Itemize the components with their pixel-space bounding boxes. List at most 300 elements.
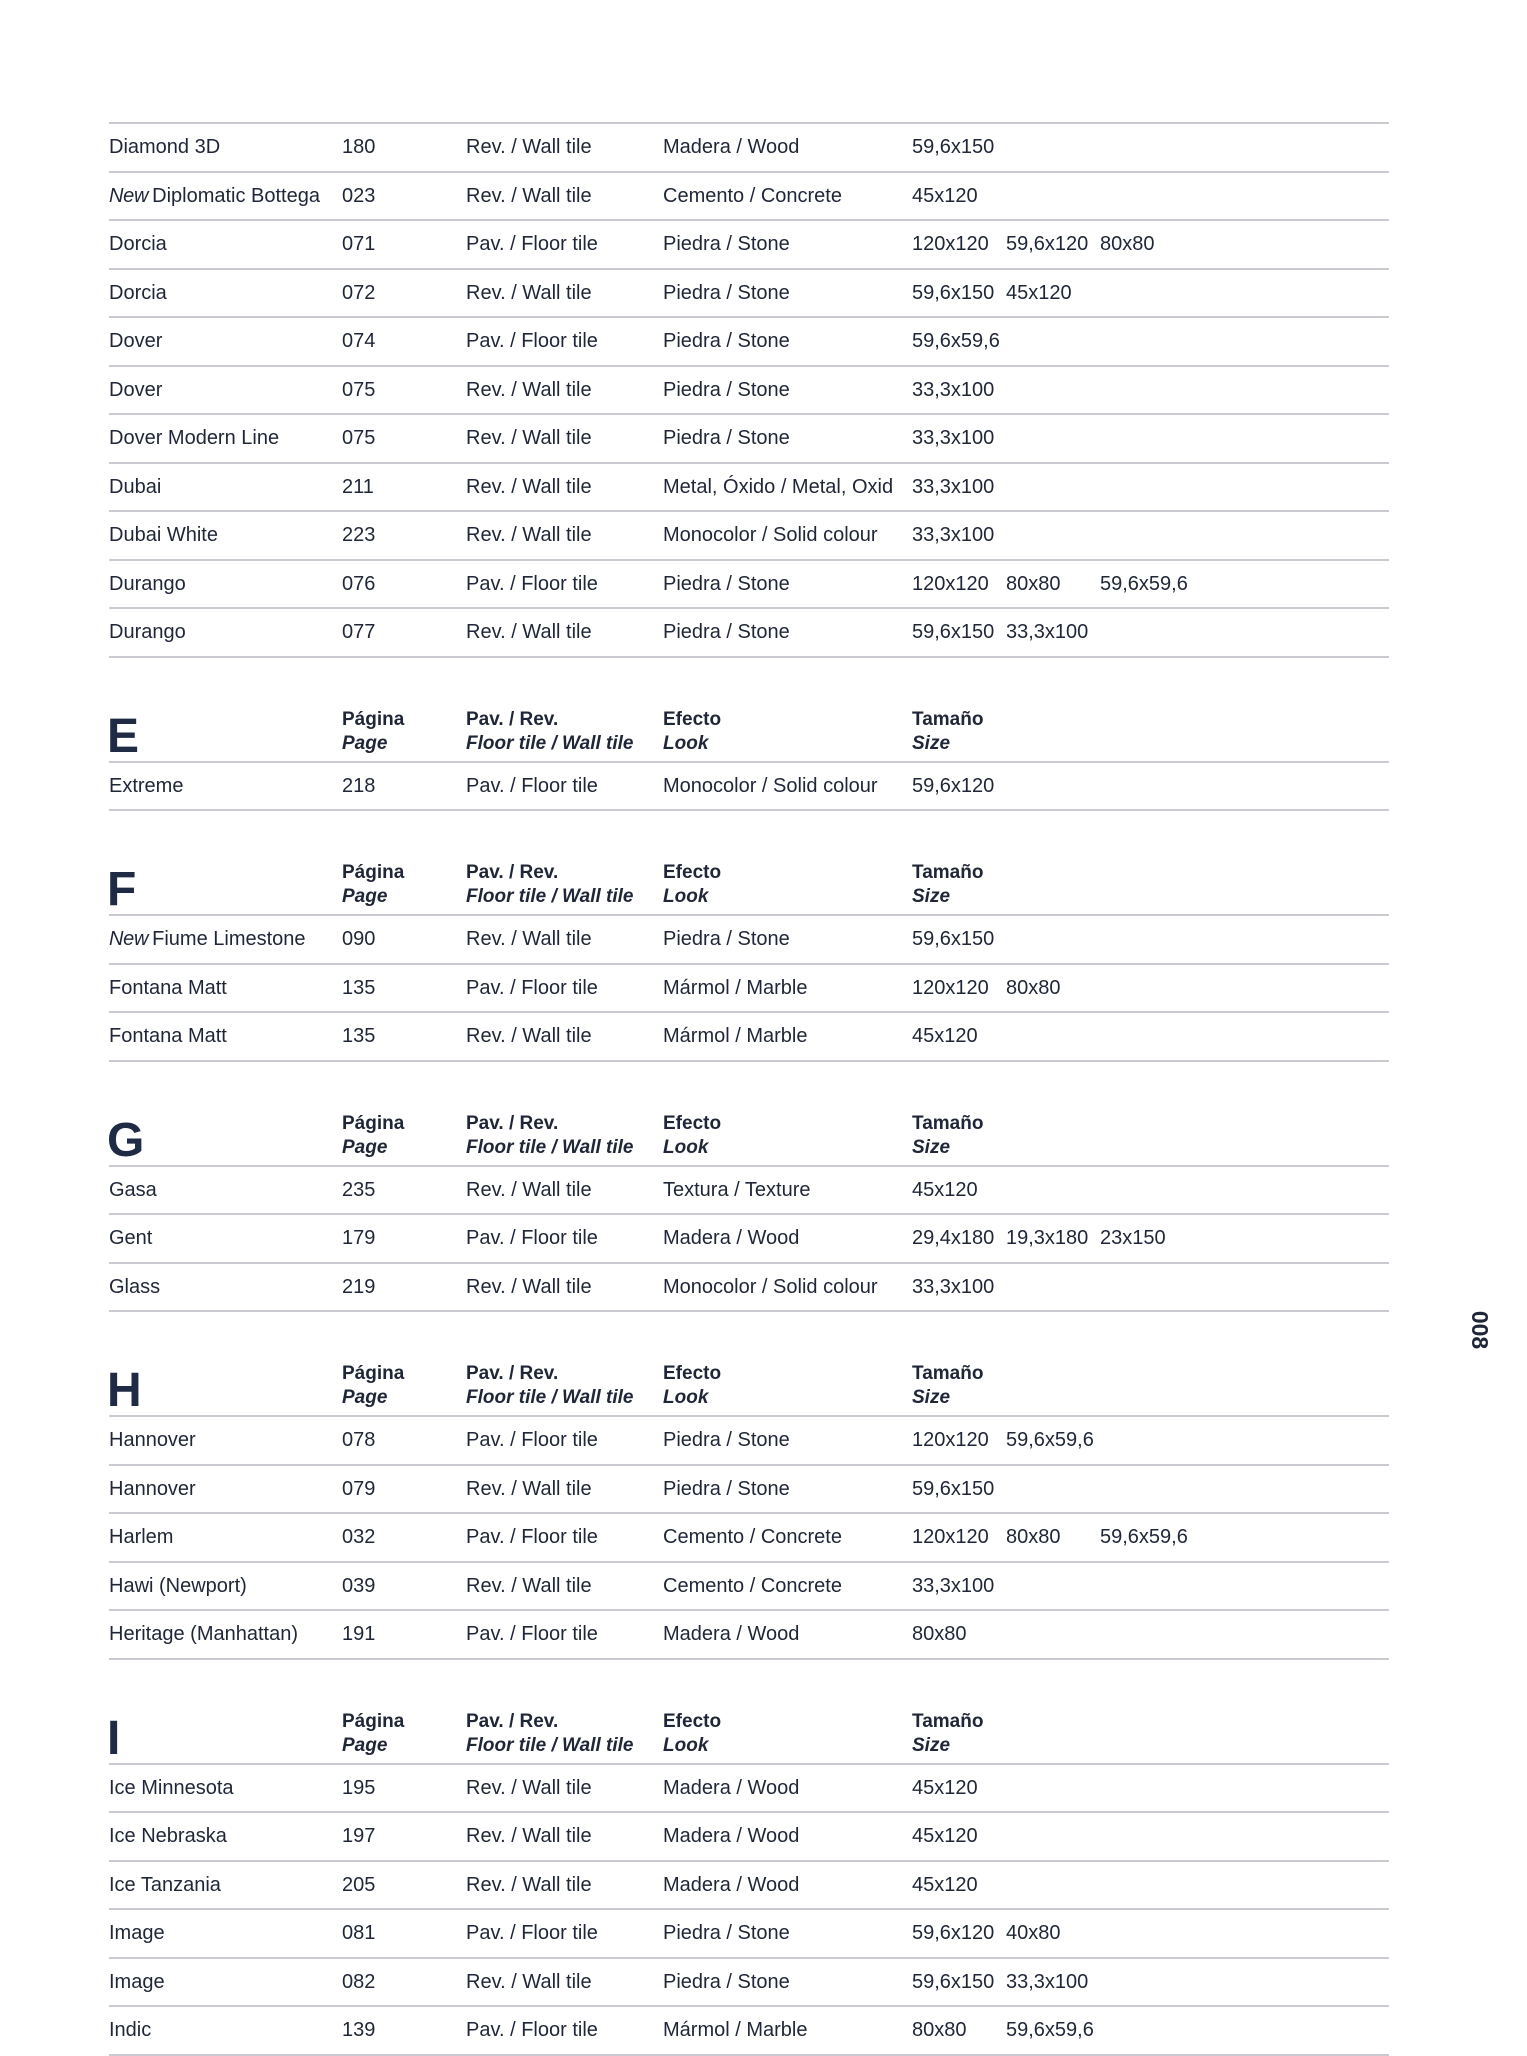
tile-sizes [912,1514,1382,1561]
product-name [109,415,337,462]
header-type-en: Floor tile / Wall tile [466,1734,634,1756]
tile-type: Rev. / Wall tile [466,621,592,643]
tile-look: Cemento / Concrete [663,184,842,207]
header-look [663,1362,721,1410]
tile-type: Pav. / Floor tile [466,1623,598,1645]
table-row [109,415,1389,464]
tile-type: Rev. / Wall tile [466,378,592,401]
page-ref: 191 [342,1623,376,1645]
product-name-text: Hannover [109,1477,196,1500]
product-name-text: Gent [109,1227,153,1249]
tile-look: Madera / Wood [663,1623,800,1645]
tile-look: Piedra / Stone [663,378,790,401]
tile-look: Mármol / Marble [663,2019,808,2041]
tile-sizes [912,1765,1382,1812]
new-badge: New [109,184,149,207]
product-name [109,1167,337,1214]
tile-look: Madera / Wood [663,1776,800,1799]
size-value: 59,6x150 [912,1970,995,1993]
header-look-es: Efecto [663,862,722,883]
product-name [109,221,337,268]
tile-look: Piedra / Stone [663,1970,790,1993]
tile-type: Pav. / Floor tile [466,976,598,999]
tile-look: Piedra / Stone [663,281,790,304]
header-look-es: Efecto [663,1112,722,1134]
table-row [109,1563,1389,1612]
tile-type: Pav. / Floor tile [466,1227,598,1249]
product-name-text: Dover [109,378,163,401]
size-value: 45x120 [912,1178,978,1201]
tile-sizes [912,318,1382,365]
product-name-text: Hannover [109,1429,196,1451]
tile-sizes [912,1563,1382,1610]
tile-sizes [912,1959,1382,2006]
tile-sizes [912,916,1382,963]
tile-look: Textura / Texture [663,1178,811,1201]
page-ref: 039 [342,1574,376,1597]
header-page-en: Page [342,1136,388,1158]
size-value: 45x120 [1006,281,1072,304]
product-name [109,512,337,559]
header-look [663,1710,721,1758]
page-ref: 195 [342,1776,376,1799]
page-ref: 090 [342,928,376,950]
tile-type: Rev. / Wall tile [466,475,592,498]
header-page [342,1362,404,1410]
tile-type: Rev. / Wall tile [466,1477,592,1500]
product-name [109,1959,337,2006]
tile-look: Piedra / Stone [663,1477,790,1500]
tile-type: Pav. / Floor tile [466,2019,598,2041]
table-row [109,1215,1389,1264]
tile-look: Madera / Wood [663,136,800,158]
size-value: 59,6x120 [1006,233,1089,255]
size-value: 59,6x59,6 [1006,2019,1094,2041]
header-type [466,861,634,909]
header-look-en: Look [663,1387,709,1408]
header-type-en: Floor tile / Wall tile [466,732,634,754]
tile-type: Rev. / Wall tile [466,1178,592,1201]
tile-look: Piedra / Stone [663,928,790,950]
size-value: 120x120 [912,233,989,255]
tile-look: Piedra / Stone [663,233,790,255]
header-size [912,708,983,756]
product-name [109,1813,337,1860]
product-name-text: Hawi (Newport) [109,1574,247,1597]
section-letter: I [107,1711,121,1765]
header-look-es: Efecto [663,1710,722,1732]
size-value: 33,3x100 [912,427,995,449]
header-type-es: Pav. / Rev. [466,708,559,730]
tile-look: Monocolor / Solid colour [663,524,878,546]
table-row [109,763,1389,812]
header-size-es: Tamaño [912,862,984,883]
product-name [109,173,337,220]
page-ref: 074 [342,330,376,352]
product-name-text: Image [109,1922,165,1944]
tile-sizes [912,561,1382,608]
tile-type: Rev. / Wall tile [466,427,592,449]
page-ref: 075 [342,427,376,449]
section-gap [109,1660,1389,1680]
tile-look: Piedra / Stone [663,621,790,643]
product-name-text: Fiume Limestone [152,928,306,950]
product-name [109,1417,337,1464]
size-value: 80x80 [1006,976,1061,999]
page-ref: 223 [342,524,376,546]
section-header [109,831,1389,916]
size-value: 45x120 [912,1825,978,1847]
size-value: 80x80 [1100,233,1155,255]
tile-look: Monocolor / Solid colour [663,1275,878,1298]
page-ref: 219 [342,1275,376,1298]
size-value: 120x120 [912,1429,989,1451]
product-name [109,464,337,511]
tile-type: Rev. / Wall tile [466,281,592,304]
tile-sizes [912,1813,1382,1860]
tile-look: Piedra / Stone [663,427,790,449]
table-row [109,561,1389,610]
header-page [342,708,404,756]
tile-sizes [912,270,1382,317]
product-name-text: Dover Modern Line [109,427,280,449]
tile-type: Pav. / Floor tile [466,330,598,352]
table-row [109,464,1389,513]
size-value: 120x120 [912,1526,989,1548]
tile-sizes [912,124,1382,171]
size-value: 59,6x59,6 [912,330,1000,352]
table-row [109,1466,1389,1515]
tile-type: Rev. / Wall tile [466,1275,592,1298]
header-size-en: Size [912,886,951,907]
header-size-en: Size [912,732,951,754]
page-ref: 078 [342,1429,376,1451]
table-row [109,1813,1389,1862]
tile-sizes [912,1264,1382,1311]
size-value: 23x150 [1100,1227,1166,1249]
product-name [109,1611,337,1658]
size-value: 33,3x100 [1006,621,1089,643]
header-look [663,708,721,756]
table-row [109,367,1389,416]
product-name [109,124,337,171]
product-name-text: Glass [109,1275,161,1298]
tile-look: Piedra / Stone [663,1429,790,1451]
new-badge: New [109,928,149,950]
header-type-en: Floor tile / Wall tile [466,886,634,907]
product-name-text: Dover [109,330,163,352]
product-name-text: Gasa [109,1178,157,1201]
size-value: 120x120 [912,976,989,999]
product-name-text: Ice Tanzania [109,1873,221,1896]
page-ref: 081 [342,1922,376,1944]
product-name [109,1514,337,1561]
size-value: 120x120 [912,572,989,595]
tile-look: Madera / Wood [663,1873,800,1896]
product-name-text: Ice Nebraska [109,1825,227,1847]
product-name-text: Diamond 3D [109,136,221,158]
product-name-text: Dorcia [109,281,167,304]
product-name [109,965,337,1012]
table-row [109,1910,1389,1959]
header-page [342,861,404,909]
size-value: 19,3x180 [1006,1227,1089,1249]
tile-type: Pav. / Floor tile [466,233,598,255]
header-look-en: Look [663,1734,709,1756]
product-name [109,1215,337,1262]
tile-sizes [912,2007,1382,2054]
size-value: 45x120 [912,1873,978,1896]
size-value: 59,6x120 [912,1922,995,1944]
size-value: 45x120 [912,1776,978,1799]
size-value: 59,6x59,6 [1100,572,1188,595]
table-row [109,965,1389,1014]
section-gap [109,1062,1389,1082]
header-size-es: Tamaño [912,1363,984,1384]
header-size [912,1710,983,1758]
table-row [109,916,1389,965]
product-name [109,1466,337,1513]
header-size-en: Size [912,1387,951,1408]
size-value: 59,6x150 [912,136,995,158]
table-row [109,1167,1389,1216]
product-name [109,270,337,317]
tile-look: Madera / Wood [663,1227,800,1249]
tile-look: Piedra / Stone [663,572,790,595]
size-value: 33,3x100 [912,378,995,401]
page-ref: 205 [342,1873,376,1896]
header-size-en: Size [912,1734,951,1756]
product-name-text: Fontana Matt [109,1025,227,1047]
table-row [109,1611,1389,1660]
header-page-en: Page [342,732,388,754]
product-name-text: Harlem [109,1526,174,1548]
header-look-en: Look [663,1136,709,1158]
size-value: 33,3x100 [912,1275,995,1298]
page-ref: 077 [342,621,376,643]
header-size-es: Tamaño [912,1112,984,1134]
size-value: 45x120 [912,1025,978,1047]
tile-look: Mármol / Marble [663,1025,808,1047]
size-value: 80x80 [912,1623,967,1645]
size-value: 59,6x120 [912,774,995,797]
size-value: 59,6x150 [912,281,995,304]
tile-type: Pav. / Floor tile [466,1429,598,1451]
header-type-en: Floor tile / Wall tile [466,1136,634,1158]
product-name-text: Heritage (Manhattan) [109,1623,298,1645]
header-size-es: Tamaño [912,708,984,730]
tile-type: Pav. / Floor tile [466,1526,598,1548]
product-name-text: Diplomatic Bottega [152,184,320,207]
header-page-en: Page [342,886,388,907]
table-row [109,1765,1389,1814]
tile-sizes [912,1013,1382,1060]
header-page-en: Page [342,1387,388,1408]
page-number: 008 [1467,1310,1493,1350]
header-size [912,1362,983,1410]
table-row [109,1013,1389,1062]
size-value: 80x80 [1006,1526,1061,1548]
size-value: 33,3x100 [912,475,995,498]
section-header [109,1332,1389,1417]
page-ref: 135 [342,976,376,999]
product-name-text: Ice Minnesota [109,1776,234,1799]
page-ref: 072 [342,281,376,304]
tile-type: Rev. / Wall tile [466,928,592,950]
product-name-text: Indic [109,2019,152,2041]
tile-sizes [912,173,1382,220]
header-size-en: Size [912,1136,951,1158]
page-ref: 135 [342,1025,376,1047]
tile-type: Rev. / Wall tile [466,1574,592,1597]
page-ref: 076 [342,572,376,595]
tile-type: Rev. / Wall tile [466,1776,592,1799]
header-type-es: Pav. / Rev. [466,1363,559,1384]
tile-type: Rev. / Wall tile [466,1873,592,1896]
header-type-es: Pav. / Rev. [466,1710,559,1732]
product-name [109,763,337,810]
product-name [109,1563,337,1610]
tile-type: Rev. / Wall tile [466,1025,592,1047]
page-ref: 180 [342,136,376,158]
table-row [109,1264,1389,1313]
tile-look: Piedra / Stone [663,330,790,352]
table-row [109,1862,1389,1911]
header-type [466,708,634,756]
tile-sizes [912,1466,1382,1513]
page-ref: 082 [342,1970,376,1993]
header-type-en: Floor tile / Wall tile [466,1387,634,1408]
section-letter: H [107,1364,142,1417]
header-page-es: Página [342,1112,405,1134]
section-gap [109,811,1389,831]
table-row [109,122,1389,173]
header-type [466,1710,634,1758]
page-ref: 179 [342,1227,376,1249]
tile-sizes [912,1215,1382,1262]
product-name [109,609,337,656]
tile-type: Rev. / Wall tile [466,1825,592,1847]
tile-sizes [912,1862,1382,1909]
header-page-en: Page [342,1734,388,1756]
table-row [109,1514,1389,1563]
section-gap [109,1312,1389,1332]
tile-look: Mármol / Marble [663,976,808,999]
tile-look: Metal, Óxido / Metal, Oxid [663,475,894,498]
product-name [109,1264,337,1311]
section-header [109,1082,1389,1167]
product-name [109,916,337,963]
tile-look: Monocolor / Solid colour [663,774,878,797]
table-row [109,609,1389,658]
product-name [109,1910,337,1957]
tile-sizes [912,1167,1382,1214]
product-name-text: Dorcia [109,233,167,255]
section-header [109,1680,1389,1765]
product-name [109,2007,337,2054]
product-name [109,1013,337,1060]
product-name-text: Durango [109,621,186,643]
page-ref: 079 [342,1477,376,1500]
header-size-es: Tamaño [912,1710,984,1732]
section-letter: G [107,1113,145,1167]
product-name-text: Durango [109,572,186,595]
tile-type: Pav. / Floor tile [466,774,598,797]
size-value: 80x80 [912,2019,967,2041]
page-ref: 197 [342,1825,376,1847]
header-look [663,861,721,909]
tile-sizes [912,609,1382,656]
product-index-table [109,122,1389,2056]
product-name [109,561,337,608]
product-name [109,1862,337,1909]
size-value: 33,3x100 [912,524,995,546]
tile-type: Pav. / Floor tile [466,572,598,595]
tile-sizes [912,1611,1382,1658]
table-row [109,2007,1389,2056]
tile-look: Cemento / Concrete [663,1526,842,1548]
header-page [342,1710,404,1758]
tile-sizes [912,763,1382,810]
table-row [109,512,1389,561]
size-value: 33,3x100 [912,1574,995,1597]
header-look-en: Look [663,886,709,907]
size-value: 80x80 [1006,572,1061,595]
product-name [109,318,337,365]
section-gap [109,658,1389,678]
page-ref: 023 [342,184,376,207]
page-ref: 211 [342,475,374,498]
header-size [912,1112,983,1160]
tile-sizes [912,367,1382,414]
size-value: 29,4x180 [912,1227,995,1249]
tile-look: Madera / Wood [663,1825,800,1847]
size-value: 45x120 [912,184,978,207]
header-type-es: Pav. / Rev. [466,1112,559,1134]
tile-sizes [912,1417,1382,1464]
header-type [466,1362,634,1410]
table-row [109,318,1389,367]
size-value: 59,6x150 [912,621,995,643]
header-page-es: Página [342,1710,405,1732]
table-row [109,1417,1389,1466]
product-name-text: Extreme [109,774,184,797]
product-name [109,367,337,414]
header-page [342,1112,404,1160]
section-letter: F [107,863,137,916]
product-name [109,1765,337,1812]
product-name-text: Fontana Matt [109,976,227,999]
section-letter: E [107,709,140,763]
size-value: 33,3x100 [1006,1970,1089,1993]
header-page-es: Página [342,862,405,883]
product-name-text: Dubai [109,475,162,498]
header-look-es: Efecto [663,708,722,730]
header-look [663,1112,721,1160]
tile-look: Piedra / Stone [663,1922,790,1944]
product-name-text: Dubai White [109,524,218,546]
size-value: 59,6x59,6 [1006,1429,1094,1451]
section-header [109,678,1389,763]
tile-type: Rev. / Wall tile [466,524,592,546]
tile-sizes [912,1910,1382,1957]
size-value: 59,6x150 [912,928,995,950]
table-row [109,221,1389,270]
tile-type: Rev. / Wall tile [466,1970,592,1993]
table-row [109,173,1389,222]
size-value: 40x80 [1006,1922,1061,1944]
tile-type: Rev. / Wall tile [466,184,592,207]
